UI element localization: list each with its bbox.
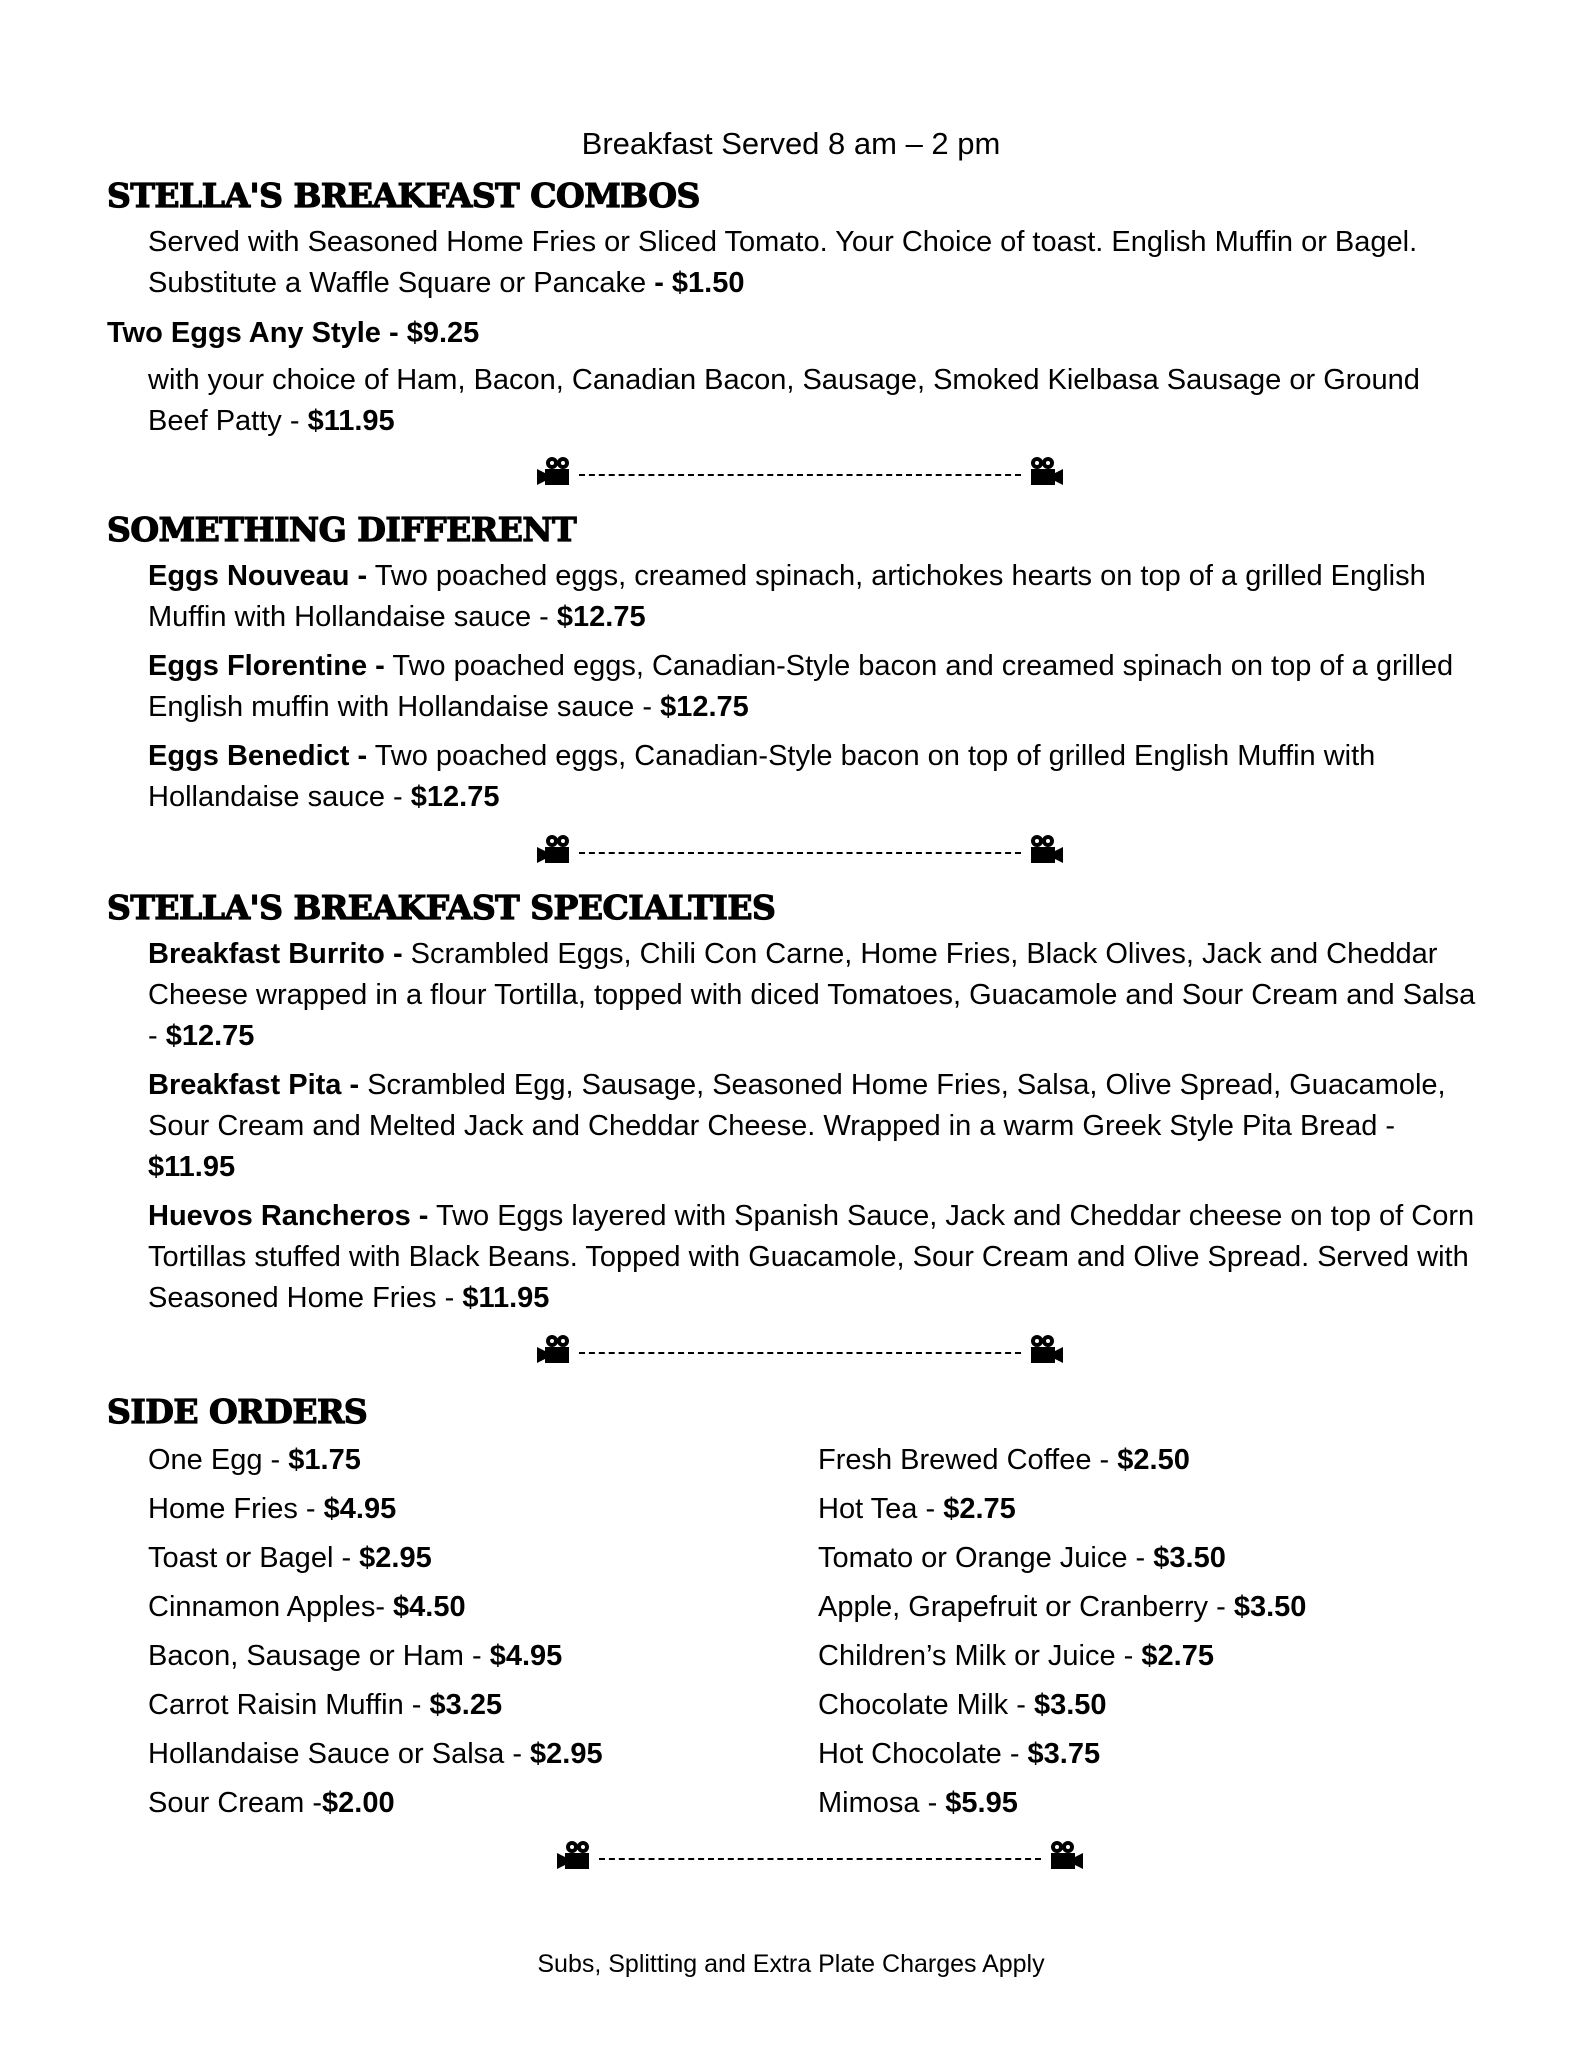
- item-desc: Two poached eggs, Canadian-Style bacon on top of grilled English Muffin with Hollandaise sauce -: [148, 740, 1376, 813]
- side-name: Fresh Brewed Coffee -: [818, 1444, 1118, 1476]
- side-item: [818, 1538, 1306, 1587]
- menu-item: [148, 1196, 1478, 1319]
- side-item: [148, 1440, 603, 1489]
- side-price: $2.75: [1141, 1640, 1214, 1672]
- item-price: $12.75: [556, 601, 646, 633]
- specialties-heading: STELLA'S BREAKFAST SPECIALTIES: [107, 888, 776, 927]
- side-name: Toast or Bagel -: [148, 1542, 360, 1574]
- item-price: $11.95: [148, 1151, 236, 1183]
- item-price: $12.75: [165, 1020, 255, 1052]
- side-item: [818, 1587, 1306, 1636]
- side-name: Carrot Raisin Muffin -: [148, 1689, 430, 1721]
- side-price: $4.95: [323, 1493, 397, 1525]
- side-name: One Egg -: [148, 1444, 289, 1476]
- section-divider: [535, 830, 1065, 870]
- sides-drinks-column: [818, 1440, 1306, 1832]
- side-price: $2.75: [943, 1493, 1016, 1525]
- side-price: $3.50: [1233, 1591, 1307, 1623]
- side-item: [818, 1734, 1306, 1783]
- side-item: [148, 1587, 603, 1636]
- specialties-list: [148, 934, 1478, 1327]
- section-divider: [535, 452, 1065, 492]
- side-price: $2.00: [322, 1787, 395, 1819]
- side-item: [818, 1783, 1306, 1832]
- side-price: $2.95: [359, 1542, 432, 1574]
- different-list: [148, 556, 1478, 826]
- combos-intro-text: Served with Seasoned Home Fries or Sliced Tomato. Your Choice of toast. English Muffin or Bagel. Substitute a Waffle Square or Pancake: [148, 226, 1418, 299]
- side-price: $3.50: [1153, 1542, 1226, 1574]
- side-price: $3.75: [1027, 1738, 1101, 1770]
- side-name: Home Fries -: [148, 1493, 324, 1525]
- side-item: [148, 1636, 603, 1685]
- movie-camera-icon: [555, 1839, 597, 1873]
- item-price: $12.75: [410, 781, 500, 813]
- side-item: [818, 1489, 1306, 1538]
- two-eggs-title: Two Eggs Any Style - $9.25: [107, 317, 480, 349]
- side-name: Hot Chocolate -: [818, 1738, 1028, 1770]
- section-divider: [535, 1330, 1065, 1370]
- movie-camera-icon: [1043, 1839, 1085, 1873]
- side-item: [818, 1685, 1306, 1734]
- side-item: [148, 1734, 603, 1783]
- sides-heading: SIDE ORDERS: [107, 1392, 368, 1431]
- side-name: Cinnamon Apples-: [148, 1591, 394, 1623]
- side-item: [818, 1636, 1306, 1685]
- side-name: Mimosa -: [818, 1787, 946, 1819]
- side-price: $2.95: [530, 1738, 603, 1770]
- item-desc: Scrambled Eggs, Chili Con Carne, Home Fries, Black Olives, Jack and Cheddar Cheese wrapped in a flour Tortilla, topped with diced Tomatoes, Guacamole and Sour Cream and Salsa -: [148, 938, 1476, 1052]
- two-eggs-detail: [148, 360, 1478, 442]
- side-item: [148, 1538, 603, 1587]
- two-eggs-text: with your choice of Ham, Bacon, Canadian Bacon, Sausage, Smoked Kielbasa Sausage or Ground Beef Patty -: [148, 364, 1420, 437]
- different-heading: SOMETHING DIFFERENT: [107, 510, 577, 549]
- side-name: Hot Tea -: [818, 1493, 944, 1525]
- side-price: $3.25: [429, 1689, 503, 1721]
- item-price: $11.95: [462, 1282, 550, 1314]
- movie-camera-icon: [535, 455, 577, 489]
- divider-line: [599, 1858, 1041, 1860]
- item-desc: Two Eggs layered with Spanish Sauce, Jack and Cheddar cheese on top of Corn Tortillas stuffed with Black Beans. Topped with Guacamole, Sour Cream and Olive Spread. Served with Seasoned Home Fries -: [148, 1200, 1475, 1314]
- item-desc: Two poached eggs, Canadian-Style bacon and creamed spinach on top of a grilled English muffin with Hollandaise sauce -: [148, 650, 1454, 723]
- side-name: Bacon, Sausage or Ham -: [148, 1640, 490, 1672]
- menu-item: [148, 556, 1478, 638]
- item-name: Eggs Benedict -: [148, 740, 368, 772]
- item-price: $12.75: [660, 691, 749, 723]
- combos-intro-price: - $1.50: [654, 267, 745, 299]
- divider-line: [579, 1352, 1021, 1354]
- item-name: Breakfast Burrito -: [148, 938, 403, 970]
- item-desc: Two poached eggs, creamed spinach, artichokes hearts on top of a grilled English Muffin with Hollandaise sauce -: [148, 560, 1426, 633]
- combos-intro: [148, 222, 1478, 304]
- combos-heading: STELLA'S BREAKFAST COMBOS: [107, 176, 700, 215]
- movie-camera-icon: [1023, 455, 1065, 489]
- side-name: Apple, Grapefruit or Cranberry -: [818, 1591, 1234, 1623]
- movie-camera-icon: [1023, 1333, 1065, 1367]
- item-desc: Scrambled Egg, Sausage, Seasoned Home Fries, Salsa, Olive Spread, Guacamole, Sour Cream and Melted Jack and Cheddar Cheese. Wrapped in a warm Greek Style Pita Bread -: [148, 1069, 1446, 1142]
- side-price: $1.75: [288, 1444, 361, 1476]
- menu-item: [148, 646, 1478, 728]
- side-price: $4.95: [489, 1640, 563, 1672]
- side-price: $2.50: [1117, 1444, 1190, 1476]
- movie-camera-icon: [1023, 833, 1065, 867]
- side-item: [148, 1685, 603, 1734]
- sides-food-column: [148, 1440, 603, 1832]
- menu-item: [148, 934, 1478, 1057]
- side-item: [148, 1783, 603, 1832]
- side-price: $4.50: [393, 1591, 466, 1623]
- menu-item: [148, 1065, 1478, 1188]
- side-item: [148, 1489, 603, 1538]
- item-name: Huevos Rancheros -: [148, 1200, 429, 1232]
- side-name: Sour Cream -: [148, 1787, 323, 1819]
- item-name: Eggs Nouveau -: [148, 560, 368, 592]
- side-name: Chocolate Milk -: [818, 1689, 1034, 1721]
- side-name: Hollandaise Sauce or Salsa -: [148, 1738, 531, 1770]
- breakfast-hours: Breakfast Served 8 am – 2 pm: [581, 126, 1001, 161]
- section-divider: [555, 1836, 1085, 1876]
- footer-note: Subs, Splitting and Extra Plate Charges Apply: [537, 1950, 1045, 1978]
- movie-camera-icon: [535, 1333, 577, 1367]
- movie-camera-icon: [535, 833, 577, 867]
- item-name: Breakfast Pita -: [148, 1069, 360, 1101]
- side-name: Children’s Milk or Juice -: [818, 1640, 1142, 1672]
- side-name: Tomato or Orange Juice -: [818, 1542, 1154, 1574]
- two-eggs-price: $11.95: [307, 405, 395, 437]
- side-price: $3.50: [1033, 1689, 1107, 1721]
- menu-item: [148, 736, 1478, 818]
- side-item: [818, 1440, 1306, 1489]
- item-name: Eggs Florentine -: [148, 650, 385, 682]
- divider-line: [579, 852, 1021, 854]
- divider-line: [579, 474, 1021, 476]
- side-price: $5.95: [945, 1787, 1018, 1819]
